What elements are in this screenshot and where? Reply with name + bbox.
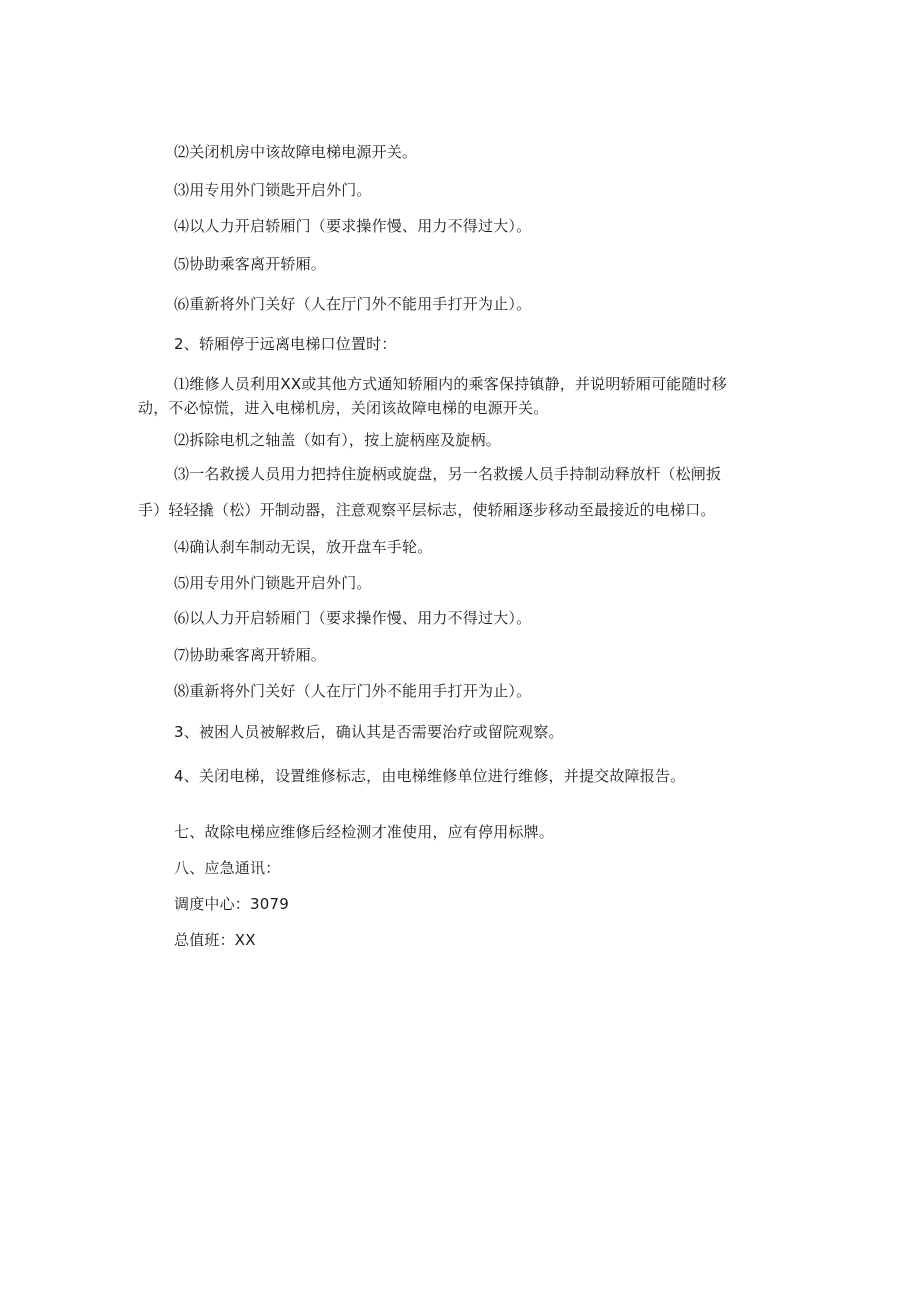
paragraph-line: ⑹以人力开启轿厢门（要求操作慢、用力不得过大）。 bbox=[174, 609, 532, 627]
paragraph-line: ⑵拆除电机之轴盖（如有），按上旋柄座及旋柄。 bbox=[174, 431, 501, 449]
paragraph-line: 动，不必惊慌，进入电梯机房，关闭该故障电梯的电源开关。 bbox=[138, 399, 549, 417]
paragraph-line: 手）轻轻撬（松）开制动器，注意观察平层标志，使轿厢逐步移动至最接近的电梯口。 bbox=[138, 501, 716, 519]
dispatch-center-contact: 调度中心：3079 bbox=[174, 895, 289, 913]
section-seven: 七、故除电梯应维修后经检测才准使用，应有停用标牌。 bbox=[174, 823, 555, 841]
paragraph-line: ⑷确认刹车制动无误，放开盘车手轮。 bbox=[174, 538, 433, 556]
paragraph-line: ⑻重新将外门关好（人在厅门外不能用手打开为止）。 bbox=[174, 682, 532, 700]
section-4: 4、关闭电梯，设置维修标志，由电梯维修单位进行维修，并提交故障报告。 bbox=[174, 767, 686, 785]
paragraph-line: ⑺协助乘客离开轿厢。 bbox=[174, 646, 327, 664]
section-3: 3、被困人员被解救后，确认其是否需要治疗或留院观察。 bbox=[174, 723, 564, 741]
paragraph-line: ⑸用专用外门锁匙开启外门。 bbox=[174, 574, 372, 592]
section-eight-heading: 八、应急通讯： bbox=[174, 859, 281, 877]
step-2-power-off: ⑵关闭机房中该故障电梯电源开关。 bbox=[174, 143, 418, 161]
duty-officer-contact: 总值班：XX bbox=[174, 931, 256, 949]
paragraph-line: ⑶一名救援人员用力把持住旋柄或旋盘，另一名救援人员手持制动释放杆（松闸扳 bbox=[174, 465, 722, 483]
step-6-close-outer-door: ⑹重新将外门关好（人在厅门外不能用手打开为止）。 bbox=[174, 295, 532, 313]
step-5-assist-passengers: ⑸协助乘客离开轿厢。 bbox=[174, 255, 327, 273]
step-3-open-outer-door: ⑶用专用外门锁匙开启外门。 bbox=[174, 181, 372, 199]
step-4-open-car-door: ⑷以人力开启轿厢门（要求操作慢、用力不得过大）。 bbox=[174, 217, 532, 235]
paragraph-line: ⑴维修人员利用XX或其他方式通知轿厢内的乘客保持镇静，并说明轿厢可能随时移 bbox=[174, 375, 727, 393]
section-2-heading: 2、轿厢停于远离电梯口位置时： bbox=[174, 335, 397, 353]
